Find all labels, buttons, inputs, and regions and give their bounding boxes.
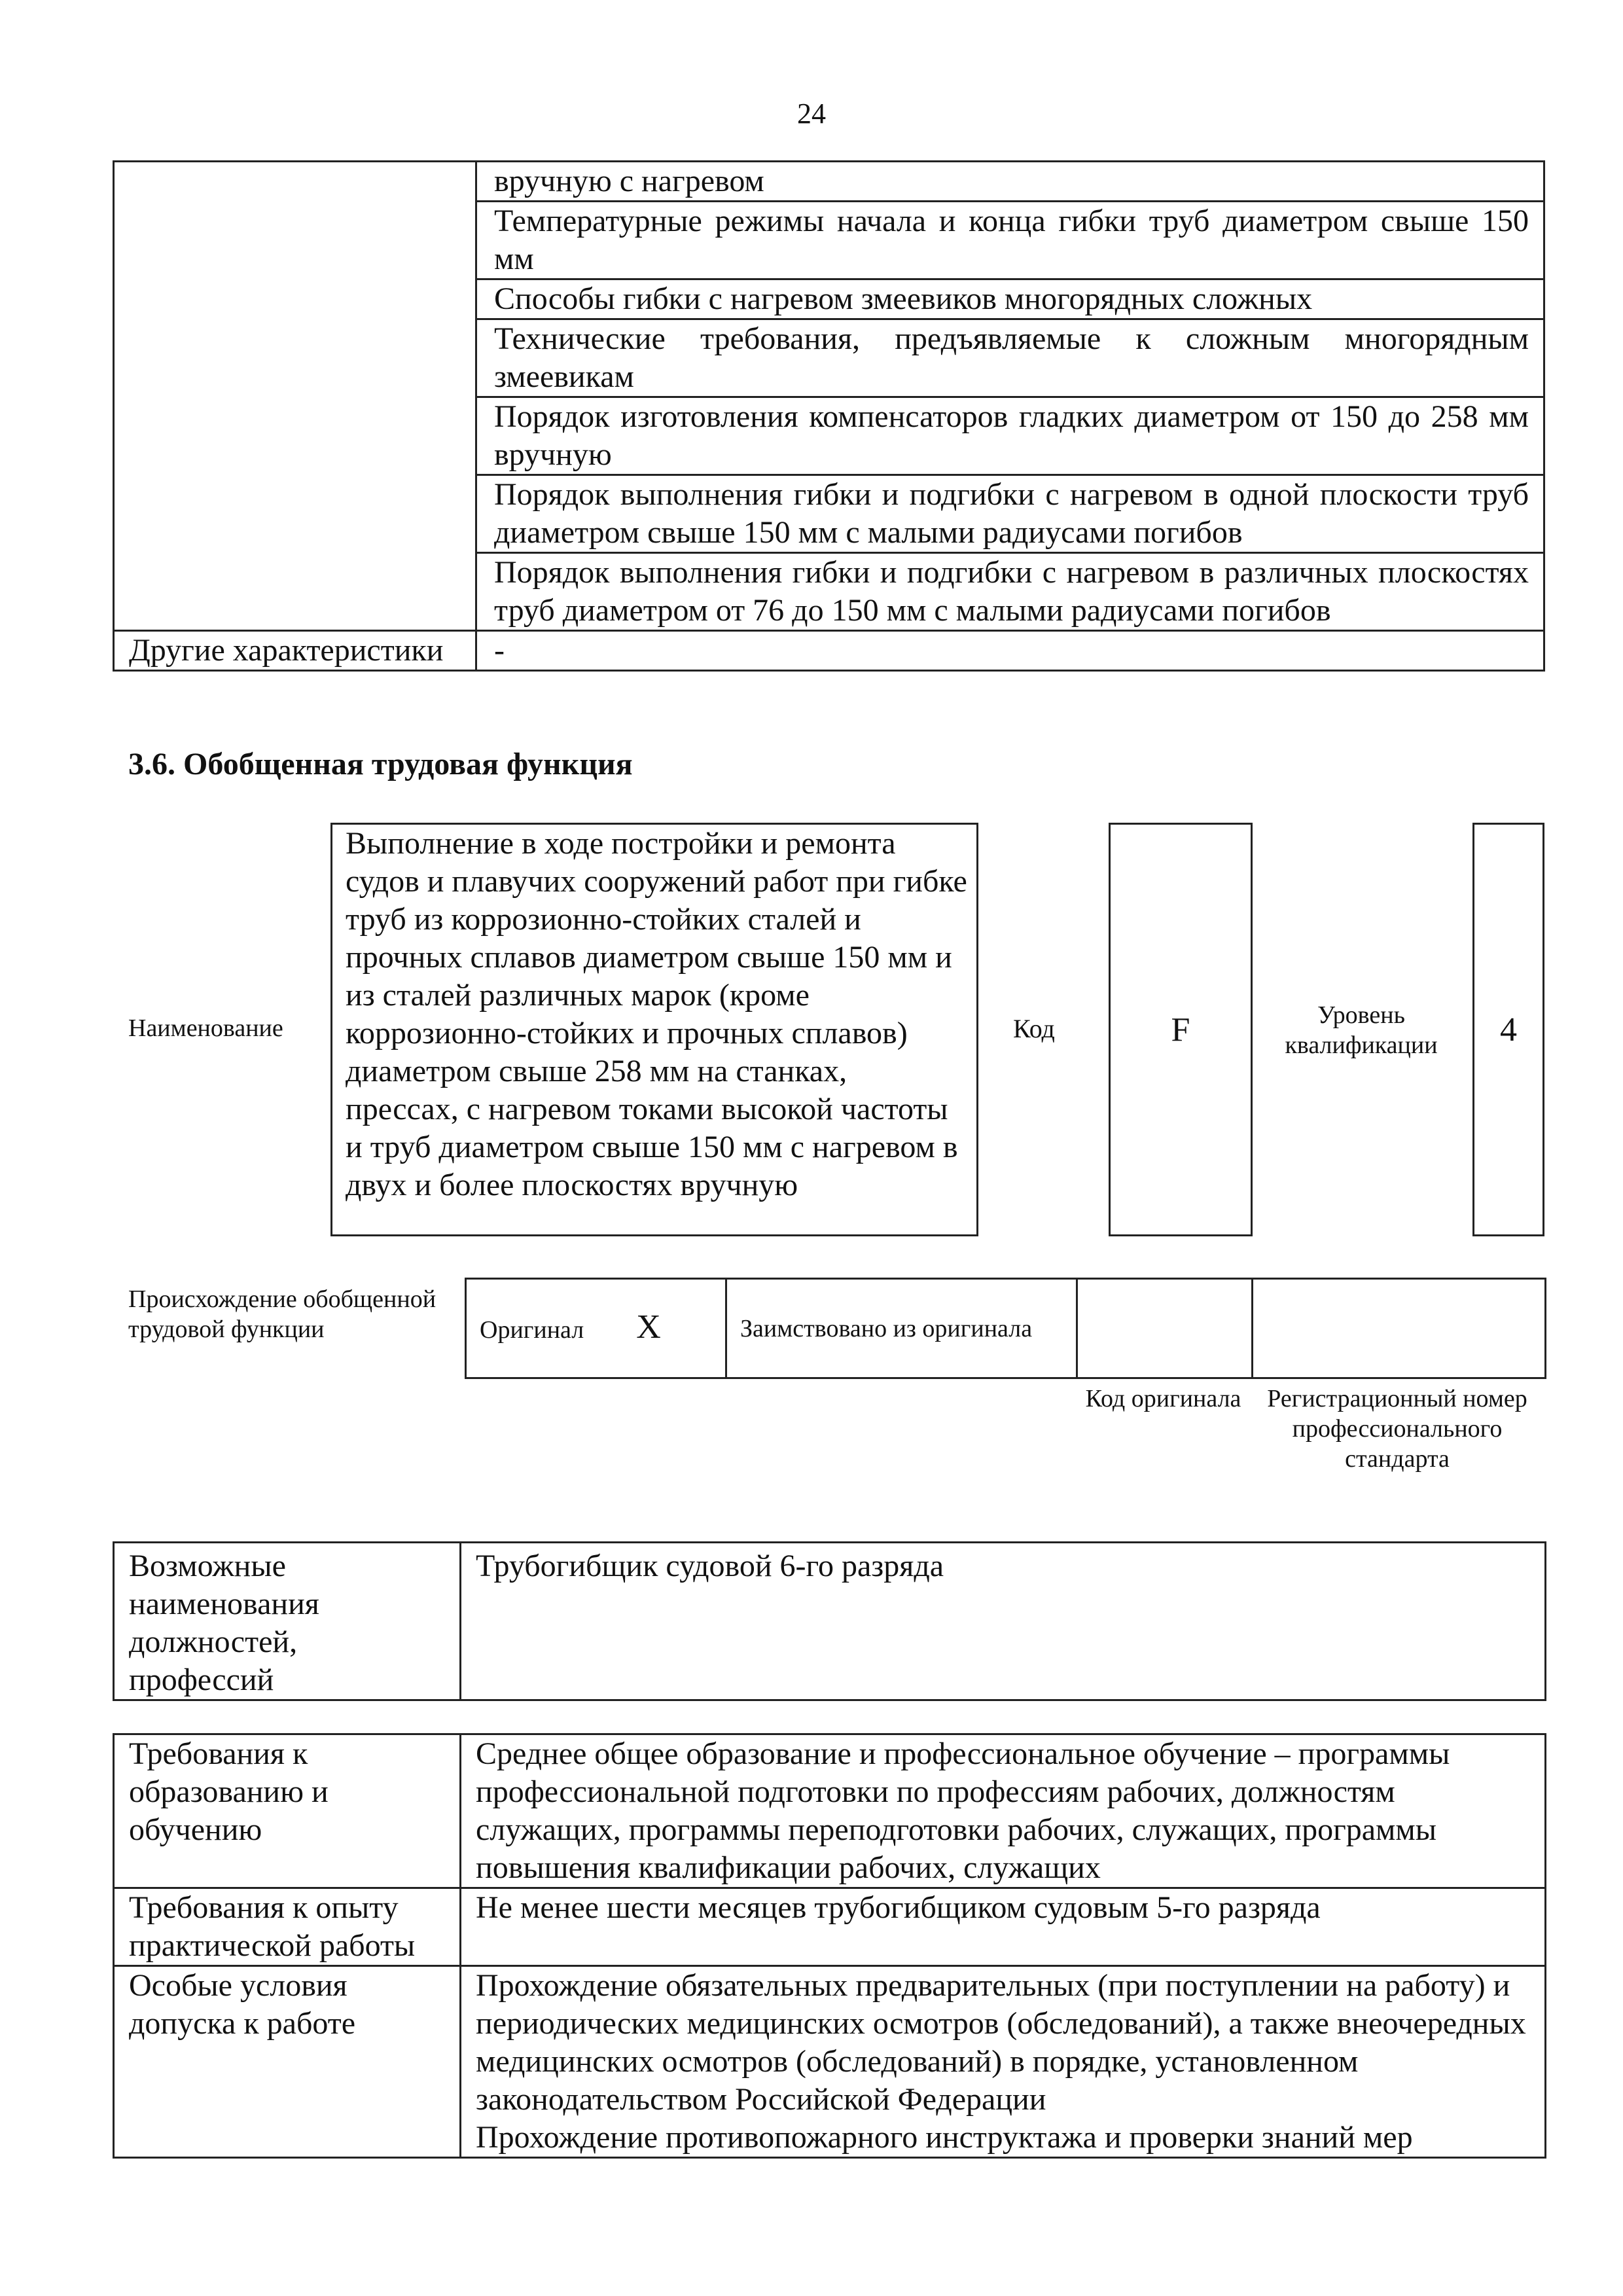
experience-requirements-value: Не менее шести месяцев трубогибщиком судовым 5-го разряда bbox=[461, 1888, 1546, 1966]
table-row bbox=[114, 162, 1544, 202]
registration-number-cell bbox=[1253, 1279, 1546, 1378]
positions-table bbox=[113, 1541, 1546, 1701]
education-requirements-value: Среднее общее образование и профессиональное обучение – программы профессиональной подготовки по профессиям рабочих, должностям служащих, программы переподготовки рабочих, служащих, программы повышения квалификации рабочих, служащих bbox=[461, 1734, 1546, 1888]
admission-conditions-value bbox=[461, 1966, 1546, 2158]
requirements-table bbox=[113, 1733, 1546, 2159]
positions-label: Возможные наименования должностей, профессий bbox=[114, 1543, 461, 1700]
knowledge-item: Технические требования, предъявляемые к сложным многорядным змеевикам bbox=[476, 319, 1544, 397]
original-label: Оригинал bbox=[480, 1316, 584, 1344]
origin-table bbox=[465, 1278, 1546, 1379]
knowledge-item: Порядок выполнения гибки и подгибки с нагревом в одной плоскости труб диаметром свыше 150 мм с малыми радиусами погибов bbox=[476, 475, 1544, 553]
qualification-level-value: 4 bbox=[1472, 823, 1544, 1236]
registration-number-caption: Регистрационный номер профессионального стандарта bbox=[1267, 1385, 1527, 1473]
other-characteristics-value: - bbox=[476, 631, 1544, 671]
code-value: F bbox=[1109, 823, 1253, 1236]
original-mark: X bbox=[636, 1308, 661, 1346]
table-row bbox=[466, 1279, 1546, 1378]
knowledge-item: Способы гибки с нагревом змеевиков многорядных сложных bbox=[476, 279, 1544, 319]
admission-conditions-text-2: Прохождение противопожарного инструктажа и проверки знаний мер bbox=[476, 2120, 1413, 2155]
function-name: Выполнение в ходе постройки и ремонта судов и плавучих сооружений работ при гибке труб из коррозионно-стойких сталей и прочных сплавов диаметром свыше 150 мм и из сталей различных марок (кроме коррозионно-стойких и прочных сплавов) диаметром свыше 258 мм на станках, прессах, с нагревом токами высокой частоты и труб диаметром свыше 150 мм с нагревом в двух и более плоскостях вручную bbox=[330, 823, 978, 1236]
table-row bbox=[114, 1734, 1546, 1888]
experience-requirements-label: Требования к опыту практической работы bbox=[114, 1888, 461, 1966]
admission-conditions-label: Особые условия допуска к работе bbox=[114, 1966, 461, 2158]
page-number: 24 bbox=[797, 98, 826, 130]
origin-label: Происхождение обобщенной трудовой функции bbox=[128, 1285, 437, 1343]
name-label: Наименование bbox=[128, 1014, 283, 1042]
table-row bbox=[114, 1966, 1546, 2158]
admission-conditions-text: Прохождение обязательных предварительных (при поступлении на работу) и периодических медицинских осмотров (обследований), а также внеочередных медицинских осмотров (обследований) в порядке, установленном законодательством Российской Федерации bbox=[476, 1968, 1526, 2117]
knowledge-item: вручную с нагревом bbox=[476, 162, 1544, 202]
table-row bbox=[114, 1543, 1546, 1700]
original-code-caption: Код оригинала bbox=[1085, 1385, 1241, 1412]
section-title: 3.6. Обобщенная трудовая функция bbox=[128, 747, 633, 781]
positions-value: Трубогибщик судовой 6-го разряда bbox=[461, 1543, 1546, 1700]
original-code-cell bbox=[1077, 1279, 1253, 1378]
table-row bbox=[114, 631, 1544, 671]
knowledge-item: Порядок изготовления компенсаторов гладких диаметром от 150 до 258 мм вручную bbox=[476, 397, 1544, 475]
qualification-level-label: Уровень квалификации bbox=[1285, 1001, 1438, 1059]
knowledge-table bbox=[113, 160, 1545, 672]
education-requirements-label: Требования к образованию и обучению bbox=[114, 1734, 461, 1888]
knowledge-item: Температурные режимы начала и конца гибки труб диаметром свыше 150 мм bbox=[476, 202, 1544, 279]
code-label: Код bbox=[1013, 1014, 1055, 1043]
original-cell bbox=[466, 1279, 726, 1378]
knowledge-item: Порядок выполнения гибки и подгибки с нагревом в различных плоскостях труб диаметром от 76 до 150 мм с малыми радиусами погибов bbox=[476, 553, 1544, 631]
empty-label-cell bbox=[114, 162, 476, 631]
table-row bbox=[114, 1888, 1546, 1966]
other-characteristics-label: Другие характеристики bbox=[114, 631, 476, 671]
borrowed-label: Заимствовано из оригинала bbox=[726, 1279, 1077, 1378]
